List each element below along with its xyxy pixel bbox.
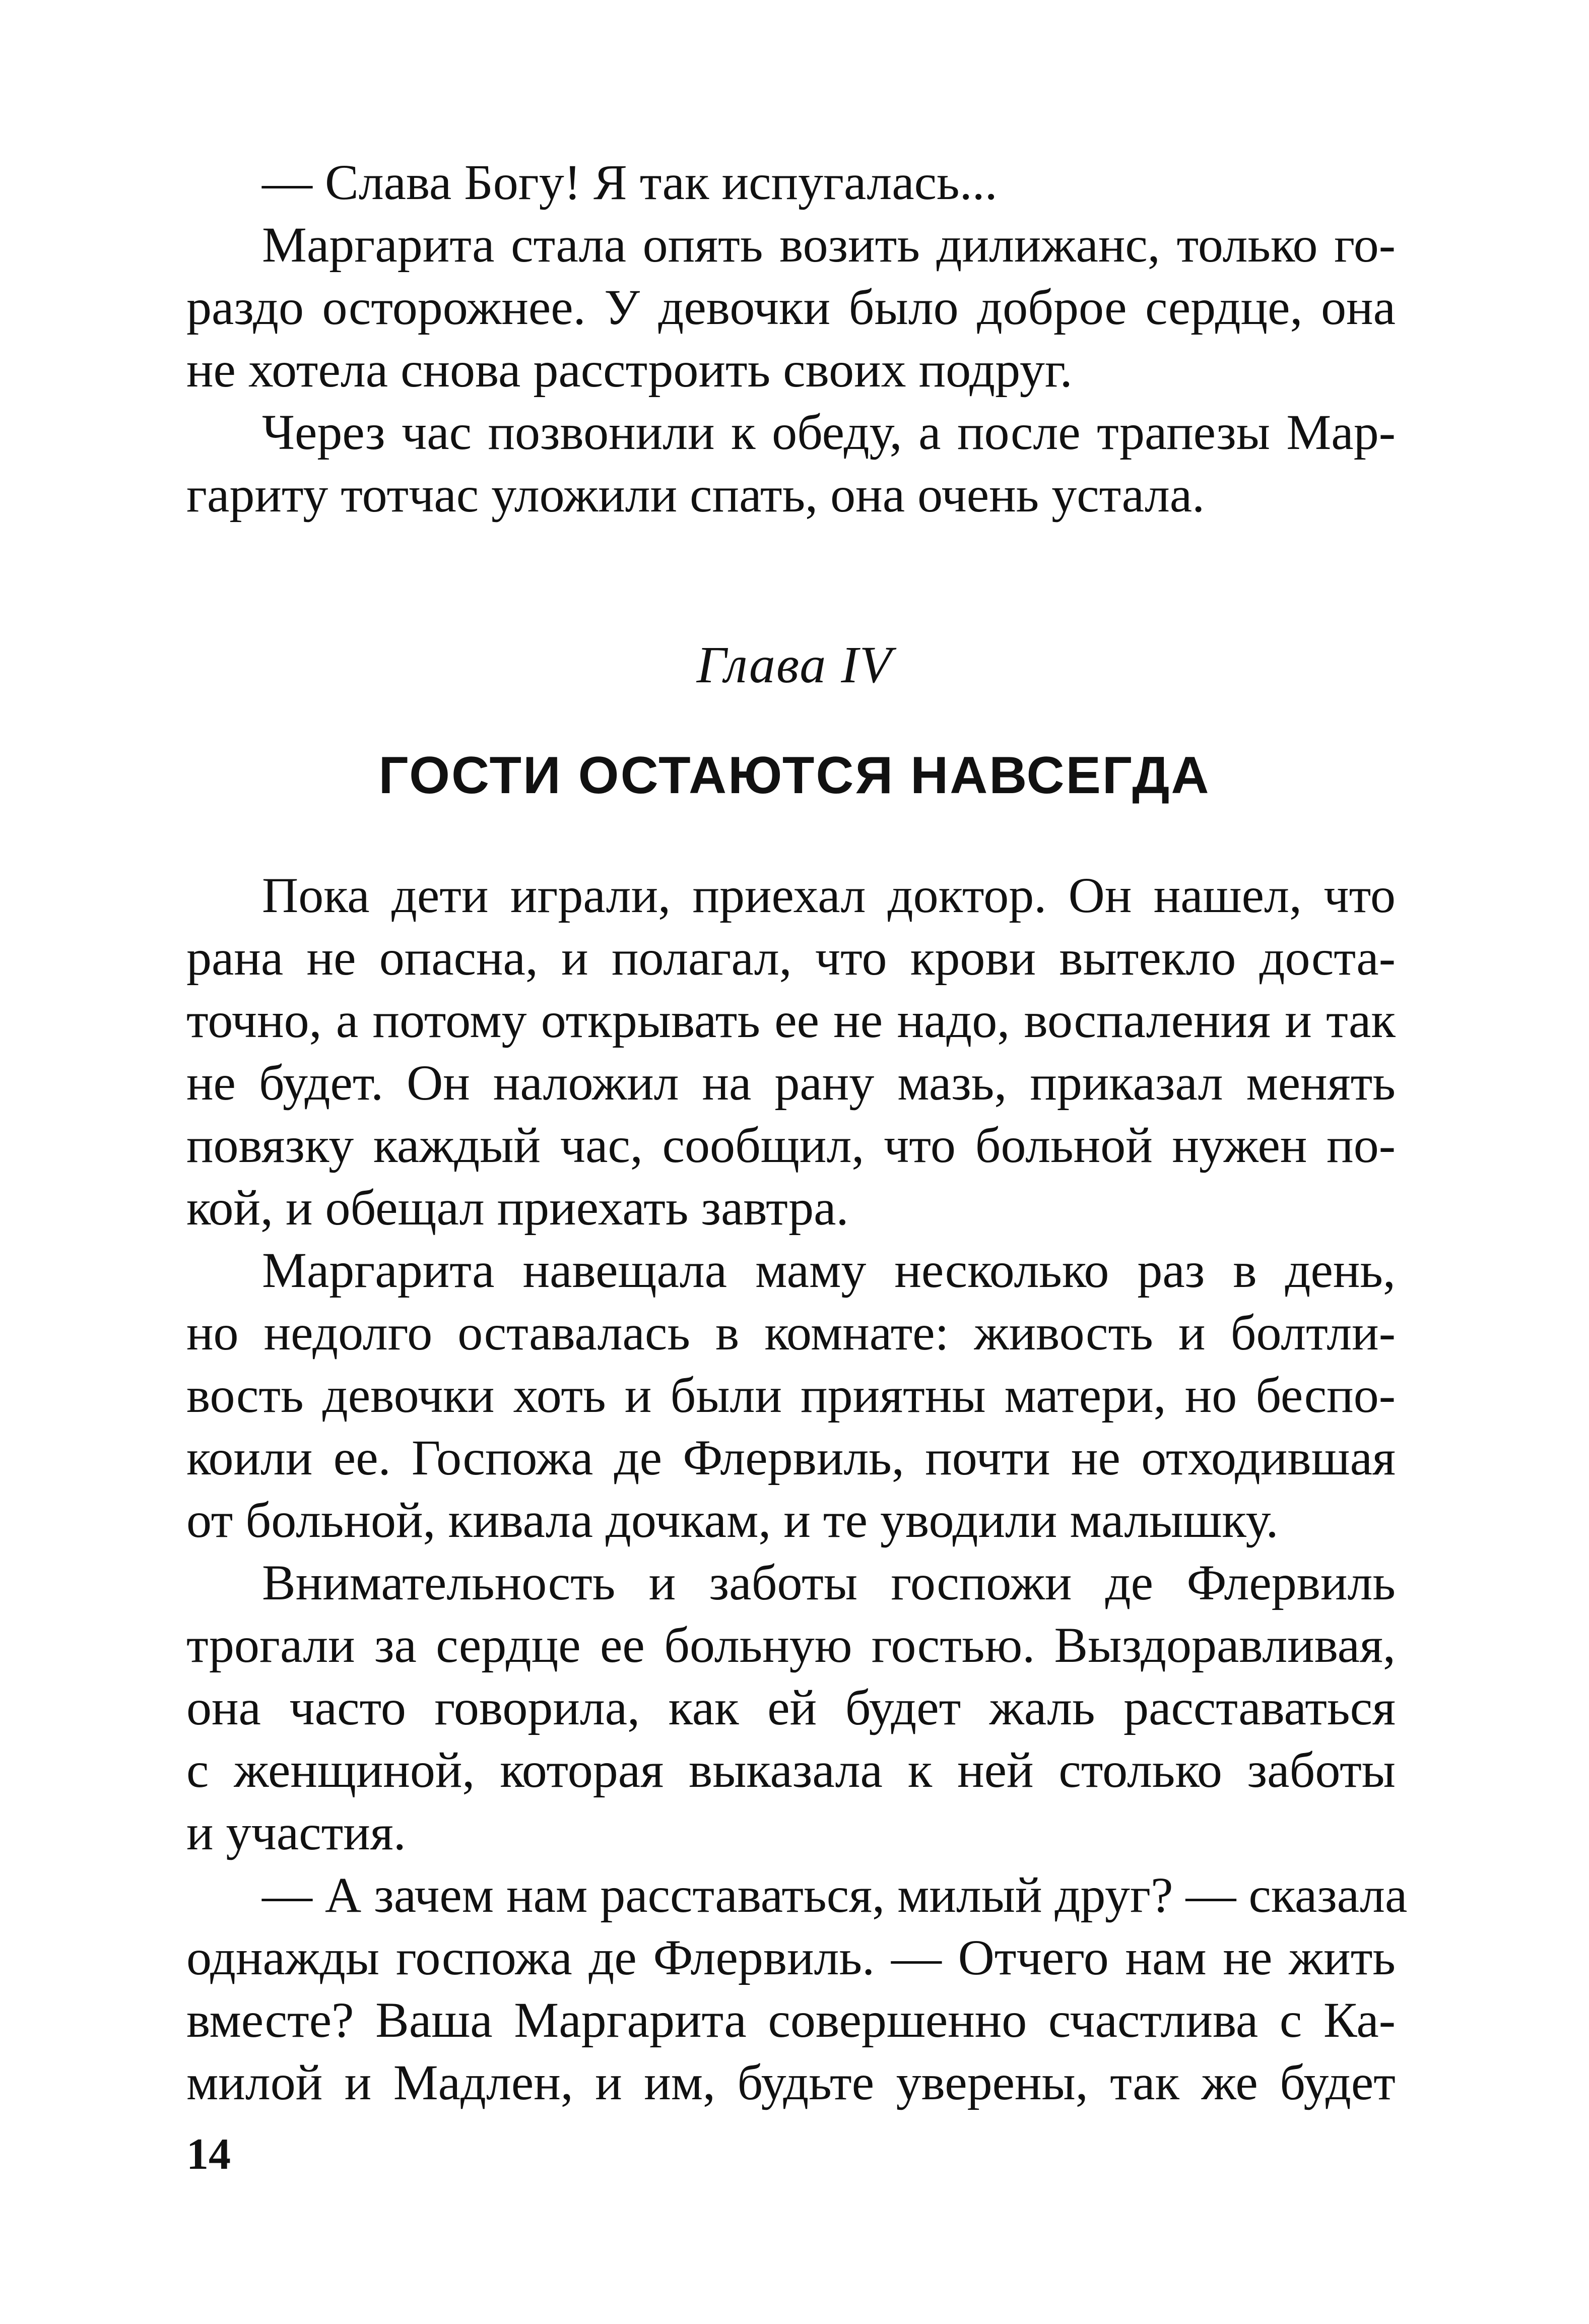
text-line: точно, а потому открывать ее не надо, воспаления и так [186, 992, 1396, 1048]
text-line: она часто говорила, как ей будет жаль расставаться [186, 1680, 1396, 1735]
text-line: от больной, кивала дочкам, и те уводили малышку. [186, 1492, 1279, 1548]
text-line: но недолго оставалась в комнате: живость и болтли- [186, 1305, 1396, 1361]
page-number: 14 [186, 2130, 231, 2179]
text-line: не будет. Он наложил на рану мазь, приказал менять [186, 1055, 1396, 1111]
text-line: Маргарита стала опять возить дилижанс, только го- [262, 217, 1396, 273]
chapter-title: ГОСТИ ОСТАЮТСЯ НАВСЕГДА [378, 746, 1211, 805]
text-line: трогали за сердце ее больную гостью. Выздоравливая, [186, 1617, 1396, 1673]
text-line: Через час позвонили к обеду, а после трапезы Мар- [262, 404, 1396, 460]
text-line: вместе? Ваша Маргарита совершенно счастлива с Ка- [186, 1992, 1396, 2048]
text-line: однажды госпожа де Флервиль. — Отчего нам не жить [186, 1929, 1396, 1985]
text-line: гариту тотчас уложили спать, она очень устала. [186, 467, 1205, 523]
text-line: Пока дети играли, приехал доктор. Он нашел, что [262, 867, 1396, 923]
text-line: — А зачем нам расставаться, милый друг? — сказала [262, 1867, 1408, 1923]
text-line: Маргарита навещала маму несколько раз в день, [262, 1242, 1396, 1298]
text-line: кой, и обещал приехать завтра. [186, 1180, 849, 1236]
text-line: коили ее. Госпожа де Флервиль, почти не отходившая [186, 1430, 1396, 1486]
text-line: рана не опасна, и полагал, что крови вытекло доста- [186, 930, 1396, 986]
text-line: Внимательность и заботы госпожи де Флервиль [262, 1555, 1396, 1610]
text-line: — Слава Богу! Я так испугалась... [262, 154, 998, 210]
text-line: повязку каждый час, сообщил, что больной нужен по- [186, 1117, 1396, 1173]
text-line: и участия. [186, 1804, 406, 1860]
text-line: не хотела снова расстроить своих подруг. [186, 342, 1073, 398]
text-line: милой и Мадлен, и им, будьте уверены, так же будет [186, 2054, 1396, 2110]
text-line: вость девочки хоть и были приятны матери, но беспо- [186, 1367, 1396, 1423]
chapter-number: Глава IV [696, 636, 893, 694]
text-line: раздо осторожнее. У девочки было доброе сердце, она [186, 279, 1396, 335]
text-line: с женщиной, которая выказала к ней столько заботы [186, 1742, 1396, 1798]
top-text-block [186, 151, 1396, 526]
chapter-text-block [186, 864, 1408, 2114]
